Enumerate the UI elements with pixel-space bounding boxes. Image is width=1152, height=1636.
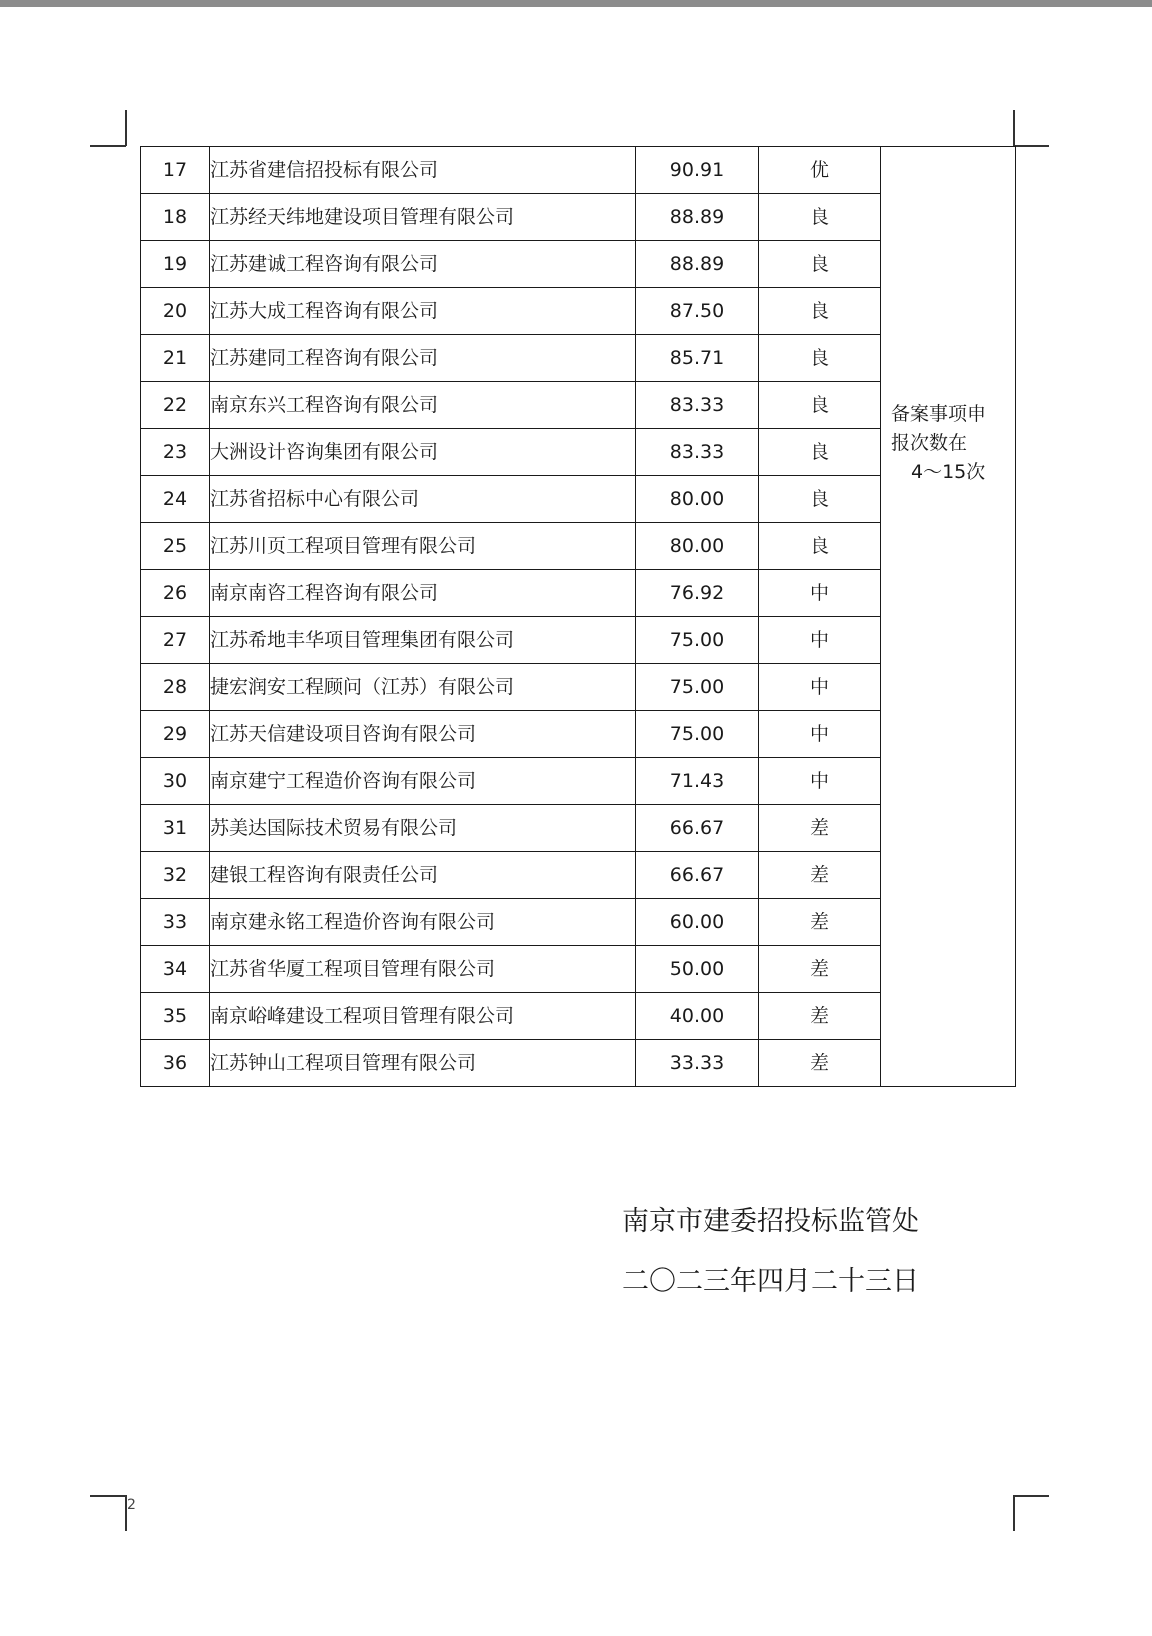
- company-name: 南京建永铭工程造价咨询有限公司: [210, 899, 636, 946]
- crop-mark-top-left: [125, 110, 127, 146]
- crop-mark-bottom-right: [1013, 1495, 1049, 1497]
- company-name: 南京建宁工程造价咨询有限公司: [210, 758, 636, 805]
- grade-value: 良: [759, 194, 881, 241]
- company-name: 江苏建诚工程咨询有限公司: [210, 241, 636, 288]
- score-value: 80.00: [636, 523, 759, 570]
- grade-value: 优: [759, 147, 881, 194]
- row-number: 21: [141, 335, 210, 382]
- grade-value: 良: [759, 523, 881, 570]
- remark-line: 报次数在: [891, 432, 968, 454]
- grade-value: 中: [759, 617, 881, 664]
- score-value: 85.71: [636, 335, 759, 382]
- score-value: 80.00: [636, 476, 759, 523]
- grade-value: 良: [759, 241, 881, 288]
- row-number: 35: [141, 993, 210, 1040]
- remark-line: 4～15次: [911, 461, 986, 483]
- row-number: 36: [141, 1040, 210, 1087]
- score-value: 88.89: [636, 241, 759, 288]
- grade-value: 差: [759, 852, 881, 899]
- row-number: 25: [141, 523, 210, 570]
- company-name: 苏美达国际技术贸易有限公司: [210, 805, 636, 852]
- score-value: 87.50: [636, 288, 759, 335]
- grade-value: 良: [759, 429, 881, 476]
- row-number: 17: [141, 147, 210, 194]
- grade-value: 中: [759, 711, 881, 758]
- score-value: 75.00: [636, 617, 759, 664]
- row-number: 30: [141, 758, 210, 805]
- remark-cell: [881, 147, 1016, 1087]
- company-name: 江苏经天纬地建设项目管理有限公司: [210, 194, 636, 241]
- company-name: 江苏省华厦工程项目管理有限公司: [210, 946, 636, 993]
- grade-value: 中: [759, 664, 881, 711]
- score-value: 71.43: [636, 758, 759, 805]
- grade-value: 良: [759, 382, 881, 429]
- row-number: 34: [141, 946, 210, 993]
- row-number: 27: [141, 617, 210, 664]
- remark-text: [891, 400, 1011, 487]
- row-number: 29: [141, 711, 210, 758]
- company-name: 江苏建同工程咨询有限公司: [210, 335, 636, 382]
- top-edge-strip: [0, 0, 1152, 7]
- row-number: 23: [141, 429, 210, 476]
- row-number: 20: [141, 288, 210, 335]
- grade-value: 中: [759, 570, 881, 617]
- agency-evaluation-table: [140, 146, 1016, 1087]
- score-value: 75.00: [636, 711, 759, 758]
- page-number: 2: [127, 1497, 136, 1513]
- company-name: 江苏天信建设项目咨询有限公司: [210, 711, 636, 758]
- issuer-signature: 南京市建委招投标监管处: [622, 1206, 919, 1237]
- table-row: [141, 147, 1016, 194]
- company-name: 江苏大成工程咨询有限公司: [210, 288, 636, 335]
- row-number: 32: [141, 852, 210, 899]
- score-value: 76.92: [636, 570, 759, 617]
- table-body: [141, 147, 1016, 1087]
- company-name: 建银工程咨询有限责任公司: [210, 852, 636, 899]
- row-number: 19: [141, 241, 210, 288]
- score-value: 88.89: [636, 194, 759, 241]
- issue-date: 二〇二三年四月二十三日: [622, 1266, 919, 1297]
- grade-value: 中: [759, 758, 881, 805]
- company-name: 南京峪峰建设工程项目管理有限公司: [210, 993, 636, 1040]
- grade-value: 良: [759, 476, 881, 523]
- company-name: 南京东兴工程咨询有限公司: [210, 382, 636, 429]
- score-value: 66.67: [636, 852, 759, 899]
- row-number: 31: [141, 805, 210, 852]
- row-number: 18: [141, 194, 210, 241]
- company-name: 江苏钟山工程项目管理有限公司: [210, 1040, 636, 1087]
- score-value: 60.00: [636, 899, 759, 946]
- row-number: 22: [141, 382, 210, 429]
- score-value: 40.00: [636, 993, 759, 1040]
- company-name: 江苏省建信招投标有限公司: [210, 147, 636, 194]
- crop-mark-top-right: [1013, 110, 1015, 146]
- row-number: 33: [141, 899, 210, 946]
- row-number: 26: [141, 570, 210, 617]
- company-name: 大洲设计咨询集团有限公司: [210, 429, 636, 476]
- grade-value: 差: [759, 899, 881, 946]
- grade-value: 差: [759, 993, 881, 1040]
- row-number: 24: [141, 476, 210, 523]
- grade-value: 差: [759, 946, 881, 993]
- score-value: 90.91: [636, 147, 759, 194]
- company-name: 捷宏润安工程顾问（江苏）有限公司: [210, 664, 636, 711]
- row-number: 28: [141, 664, 210, 711]
- score-value: 75.00: [636, 664, 759, 711]
- score-value: 33.33: [636, 1040, 759, 1087]
- grade-value: 差: [759, 805, 881, 852]
- crop-mark-bottom-left: [90, 1495, 126, 1497]
- company-name: 江苏希地丰华项目管理集团有限公司: [210, 617, 636, 664]
- score-value: 66.67: [636, 805, 759, 852]
- crop-mark-top-right: [1013, 145, 1049, 147]
- crop-mark-top-left: [90, 145, 126, 147]
- score-value: 50.00: [636, 946, 759, 993]
- company-name: 江苏省招标中心有限公司: [210, 476, 636, 523]
- grade-value: 良: [759, 288, 881, 335]
- company-name: 南京南咨工程咨询有限公司: [210, 570, 636, 617]
- grade-value: 良: [759, 335, 881, 382]
- crop-mark-bottom-right: [1013, 1495, 1015, 1531]
- remark-line: 备案事项申: [891, 403, 987, 425]
- score-value: 83.33: [636, 429, 759, 476]
- company-name: 江苏川页工程项目管理有限公司: [210, 523, 636, 570]
- score-value: 83.33: [636, 382, 759, 429]
- grade-value: 差: [759, 1040, 881, 1087]
